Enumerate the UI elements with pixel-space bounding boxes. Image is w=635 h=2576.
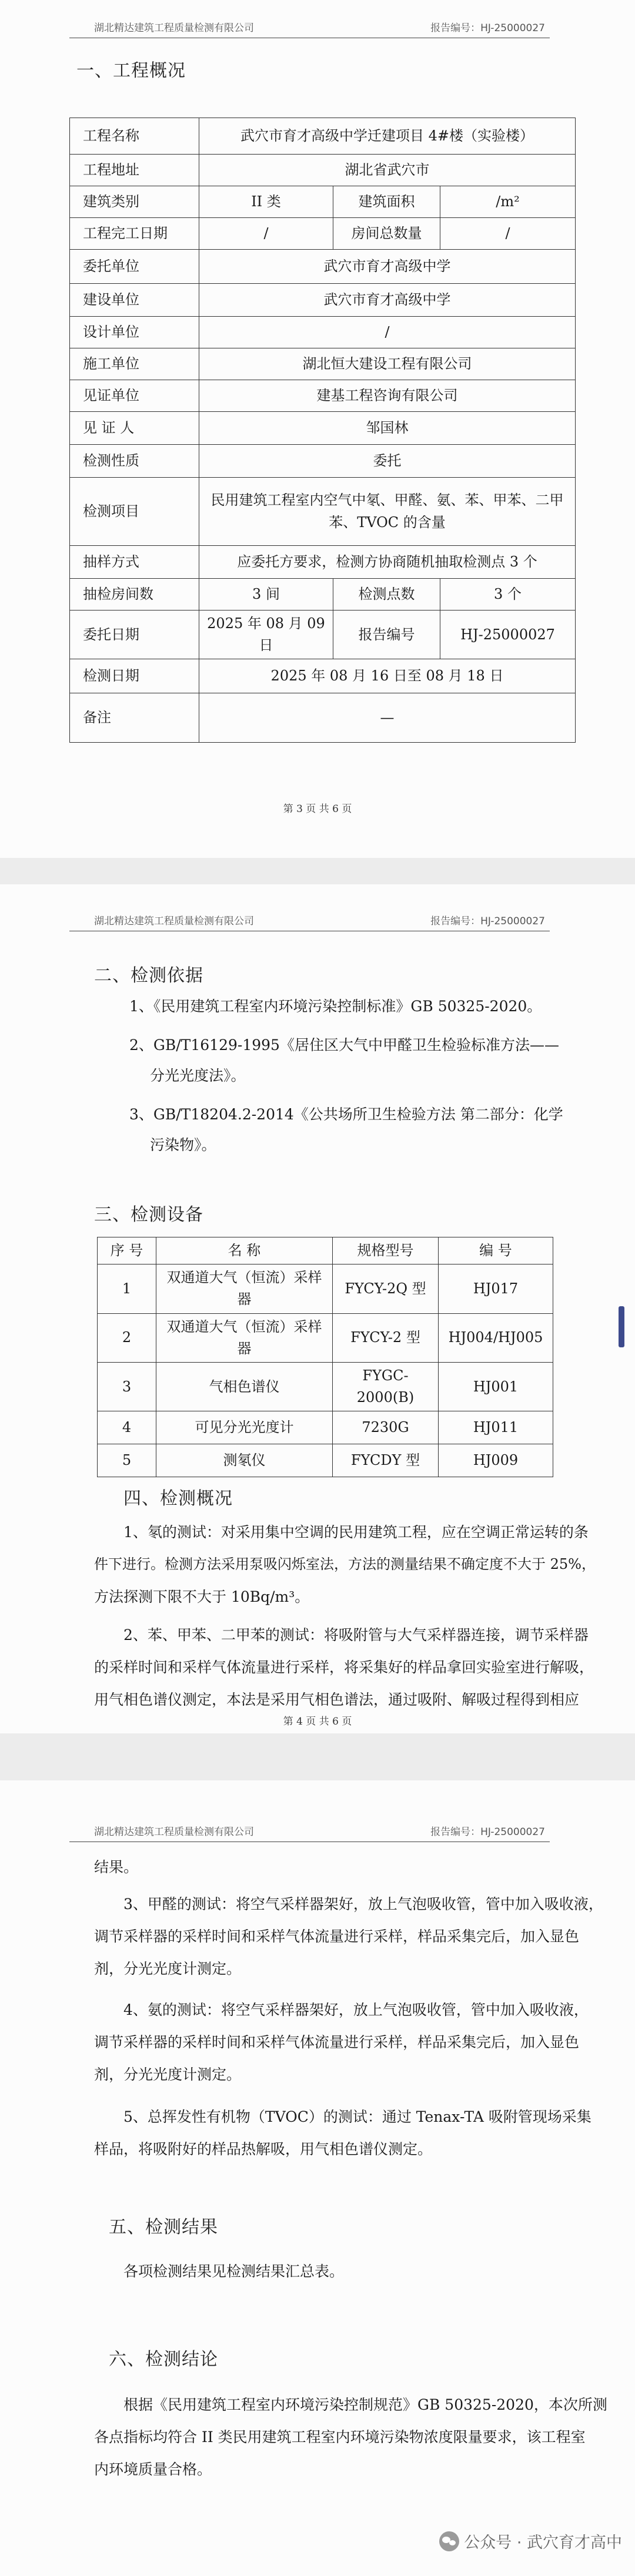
row-label-2: 检测点数 xyxy=(333,579,440,611)
row-value: 武穴市育才高级中学迁建项目 4#楼（实验楼） xyxy=(199,118,576,155)
overview-row xyxy=(70,693,576,743)
report-page-5 xyxy=(0,1780,635,2576)
section-title-results: 五、检测结果 xyxy=(109,2217,218,2238)
row-label: 建设单位 xyxy=(70,284,199,317)
header-report-no: 报告编号：HJ-25000027 xyxy=(430,1826,545,1838)
row-value: / xyxy=(199,317,576,348)
overview-row xyxy=(70,380,576,412)
equipment-model: FYCY-2 型 xyxy=(333,1313,439,1362)
equipment-no: 4 xyxy=(98,1411,156,1444)
page-header xyxy=(69,12,550,38)
overview-row xyxy=(70,412,576,445)
overview-row xyxy=(70,546,576,579)
row-label-2: 报告编号 xyxy=(333,611,440,659)
conclusion-line-1: 根据《民用建筑工程室内环境污染控制规范》GB 50325-2020，本次所测 xyxy=(123,2396,607,2413)
row-value: 2025 年 08 月 16 日至 08 月 18 日 xyxy=(199,659,576,693)
method-line-6: 调节采样器的采样时间和采样气体流量进行采样，样品采集完后，加入显色 xyxy=(94,2034,580,2051)
header-org: 湖北精达建筑工程质量检测有限公司 xyxy=(94,1826,254,1838)
overview-line-1: 1、氡的测试：对采用集中空调的民用建筑工程，应在空调正常运转的条 xyxy=(123,1524,589,1541)
overview-line-2: 件下进行。检测方法采用泵吸闪烁室法，方法的测量结果不确定度不大于 25%， xyxy=(94,1556,596,1572)
row-value: 武穴市育才高级中学 xyxy=(199,250,576,284)
section-title-conclusion: 六、检测结论 xyxy=(109,2349,218,2370)
equipment-code: HJ001 xyxy=(439,1362,553,1411)
equipment-no: 3 xyxy=(98,1362,156,1411)
method-line-9: 样品，将吸附好的样品热解吸，用气相色谱仪测定。 xyxy=(94,2141,433,2158)
row-label: 见证单位 xyxy=(70,380,199,412)
overview-row xyxy=(70,155,576,186)
row-label: 工程完工日期 xyxy=(70,218,199,250)
equipment-row xyxy=(98,1362,553,1411)
row-value-2: HJ-25000027 xyxy=(440,611,576,659)
row-label: 工程名称 xyxy=(70,118,199,155)
equipment-row xyxy=(98,1444,553,1477)
overview-row xyxy=(70,348,576,380)
equipment-no: 1 xyxy=(98,1264,156,1313)
row-label: 检测性质 xyxy=(70,445,199,478)
equip-header-code: 编 号 xyxy=(439,1237,553,1264)
overview-row xyxy=(70,611,576,659)
row-value: 应委托方要求，检测方协商随机抽取检测点 3 个 xyxy=(199,546,576,579)
equipment-name: 可见分光光度计 xyxy=(156,1411,333,1444)
row-value: 武穴市育才高级中学 xyxy=(199,284,576,317)
page-header xyxy=(69,1816,550,1842)
scroll-marker xyxy=(619,1306,624,1347)
row-value: 3 间 xyxy=(199,579,333,611)
equipment-name: 气相色谱仪 xyxy=(156,1362,333,1411)
results-text: 各项检测结果见检测结果汇总表。 xyxy=(123,2263,345,2280)
equip-header-model: 规格型号 xyxy=(333,1237,439,1264)
row-label: 抽检房间数 xyxy=(70,579,199,611)
overview-row xyxy=(70,478,576,546)
row-value-2: / xyxy=(440,218,576,250)
basis-line-1: 1、《民用建筑工程室内环境污染控制标准》GB 50325-2020。 xyxy=(129,998,542,1015)
basis-line-3: 分光光度法》。 xyxy=(150,1067,246,1084)
row-label: 委托单位 xyxy=(70,250,199,284)
overview-line-5: 的采样时间和采样气体流量进行采样，将采集好的样品拿回实验室进行解吸， xyxy=(94,1659,594,1676)
overview-line-6: 用气相色谱仪测定，本法是采用气相色谱法，通过吸附、解吸过程得到相应 xyxy=(94,1691,580,1708)
row-value-2: 3 个 xyxy=(440,579,576,611)
row-label-2: 建筑面积 xyxy=(333,186,440,218)
overview-row xyxy=(70,118,576,155)
conclusion-line-2: 各点指标均符合 II 类民用建筑工程室内环境污染物浓度限量要求，该工程室 xyxy=(94,2429,586,2446)
row-value: — xyxy=(199,693,576,743)
overview-row xyxy=(70,250,576,284)
row-value: / xyxy=(199,218,333,250)
basis-line-2: 2、GB/T16129-1995《居住区大气中甲醛卫生检验标准方法—— xyxy=(129,1037,559,1054)
equipment-code: HJ004/HJ005 xyxy=(439,1313,553,1362)
row-label: 见 证 人 xyxy=(70,412,199,445)
overview-row xyxy=(70,317,576,348)
overview-line-4: 2、苯、甲苯、二甲苯的测试：将吸附管与大气采样器连接，调节采样器 xyxy=(123,1626,589,1643)
equipment-no: 2 xyxy=(98,1313,156,1362)
overview-line-3: 方法探测下限不大于 10Bq/m³。 xyxy=(94,1588,310,1605)
row-label: 抽样方式 xyxy=(70,546,199,579)
row-value: 2025 年 08 月 09 日 xyxy=(199,611,333,659)
method-line-1: 结果。 xyxy=(94,1859,139,1876)
overview-row xyxy=(70,218,576,250)
basis-line-5: 污染物》。 xyxy=(150,1136,216,1153)
page-footer: 第 3 页 共 6 页 xyxy=(283,803,352,815)
header-report-no: 报告编号：HJ-25000027 xyxy=(430,915,545,927)
overview-row xyxy=(70,284,576,317)
row-value: 邹国林 xyxy=(199,412,576,445)
equipment-model: FYGC-2000(B) xyxy=(333,1362,439,1411)
overview-row xyxy=(70,445,576,478)
method-line-4: 剂，分光光度计测定。 xyxy=(94,1960,242,1977)
overview-row xyxy=(70,186,576,218)
wechat-watermark xyxy=(439,2530,622,2552)
row-value: 建基工程咨询有限公司 xyxy=(199,380,576,412)
section-title-basis: 二、检测依据 xyxy=(94,965,203,986)
overview-row xyxy=(70,579,576,611)
row-value: II 类 xyxy=(199,186,333,218)
row-label: 设计单位 xyxy=(70,317,199,348)
row-label: 检测项目 xyxy=(70,478,199,546)
equipment-name: 双通道大气（恒流）采样器 xyxy=(156,1264,333,1313)
equipment-code: HJ011 xyxy=(439,1411,553,1444)
equipment-table xyxy=(97,1237,553,1477)
equipment-row xyxy=(98,1313,553,1362)
report-page-4 xyxy=(0,884,635,1733)
row-value-2: /m² xyxy=(440,186,576,218)
wechat-icon xyxy=(439,2531,459,2551)
row-value: 湖北省武穴市 xyxy=(199,155,576,186)
row-label: 检测日期 xyxy=(70,659,199,693)
row-label: 建筑类别 xyxy=(70,186,199,218)
header-org: 湖北精达建筑工程质量检测有限公司 xyxy=(94,22,254,34)
method-line-7: 剂，分光光度计测定。 xyxy=(94,2066,242,2083)
conclusion-line-3: 内环境质量合格。 xyxy=(94,2461,212,2478)
equip-header-name: 名 称 xyxy=(156,1237,333,1264)
section-title-overview: 一、工程概况 xyxy=(76,61,186,81)
equipment-no: 5 xyxy=(98,1444,156,1477)
equipment-name: 双通道大气（恒流）采样器 xyxy=(156,1313,333,1362)
watermark-text: 公众号 · 武穴育才高中 xyxy=(464,2534,622,2552)
method-line-8: 5、总挥发性有机物（TVOC）的测试：通过 Tenax-TA 吸附管现场采集 xyxy=(123,2108,591,2125)
page-footer: 第 4 页 共 6 页 xyxy=(283,1716,352,1728)
row-label: 施工单位 xyxy=(70,348,199,380)
row-label: 委托日期 xyxy=(70,611,199,659)
overview-row xyxy=(70,659,576,693)
row-label-2: 房间总数量 xyxy=(333,218,440,250)
section-title-equipment: 三、检测设备 xyxy=(94,1205,203,1225)
equipment-row xyxy=(98,1411,553,1444)
report-page-3 xyxy=(0,0,635,858)
equipment-row xyxy=(98,1264,553,1313)
equipment-model: FYCDY 型 xyxy=(333,1444,439,1477)
project-overview-table xyxy=(69,118,576,743)
equipment-code: HJ009 xyxy=(439,1444,553,1477)
row-value: 委托 xyxy=(199,445,576,478)
row-label: 备注 xyxy=(70,693,199,743)
equipment-code: HJ017 xyxy=(439,1264,553,1313)
row-label: 工程地址 xyxy=(70,155,199,186)
page-header xyxy=(69,905,550,931)
equip-header-no: 序 号 xyxy=(98,1237,156,1264)
method-line-3: 调节采样器的采样时间和采样气体流量进行采样，样品采集完后，加入显色 xyxy=(94,1928,580,1945)
row-value: 民用建筑工程室内空气中氡、甲醛、氨、苯、甲苯、二甲苯、TVOC 的含量 xyxy=(199,478,576,546)
header-org: 湖北精达建筑工程质量检测有限公司 xyxy=(94,915,254,927)
section-title-overview-2: 四、检测概况 xyxy=(123,1488,233,1509)
method-line-2: 3、甲醛的测试：将空气采样器架好，放上气泡吸收管，管中加入吸收液， xyxy=(123,1896,603,1913)
equipment-name: 测氡仪 xyxy=(156,1444,333,1477)
equipment-model: FYCY-2Q 型 xyxy=(333,1264,439,1313)
method-line-5: 4、氨的测试：将空气采样器架好，放上气泡吸收管，管中加入吸收液， xyxy=(123,2001,589,2018)
equipment-model: 7230G xyxy=(333,1411,439,1444)
header-report-no: 报告编号：HJ-25000027 xyxy=(430,22,545,34)
row-value: 湖北恒大建设工程有限公司 xyxy=(199,348,576,380)
basis-line-4: 3、GB/T18204.2-2014《公共场所卫生检验方法 第二部分：化学 xyxy=(129,1106,563,1123)
